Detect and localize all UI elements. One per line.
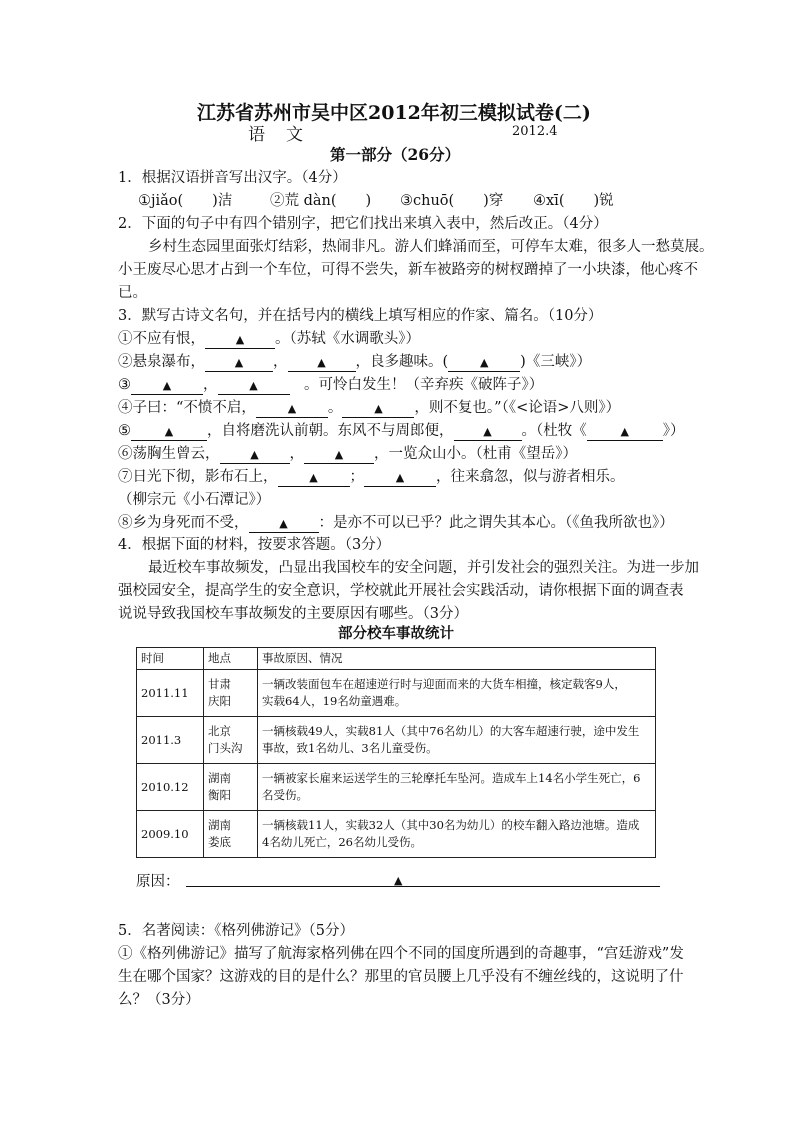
triangle-marker-icon: ▲ [164, 425, 174, 438]
answer-blank[interactable] [454, 424, 522, 441]
q3-text: ，自将磨洗认前朝。东风不与周郎便， [207, 423, 454, 439]
cell-place [204, 717, 258, 764]
q1-item-4: ④xī( )锐 [533, 193, 614, 209]
q3-stem: 3．默写古诗文名句，并在括号内的横线上填写相应的作家、篇名。（10分） [118, 308, 603, 324]
cell-description [258, 717, 656, 764]
column-header-place: 地点 [204, 648, 258, 670]
cell-description [258, 811, 656, 858]
q2-line-1: 乡村生态园里面张灯结彩，热闹非凡。游人们蜂涌而至，可停车太难，很多人一愁莫展。 [148, 239, 714, 255]
q3-text: 。（杜牧《 [521, 423, 587, 439]
q3-text: ； [349, 469, 364, 485]
cell-time: 2010.12 [137, 764, 204, 811]
q5-line-2: 生在哪个国家？这游戏的目的是什么？那里的官员腰上几乎没有不缠丝线的，这说明了什 [118, 969, 684, 985]
triangle-marker-icon: ▲ [395, 471, 405, 484]
q3-text: ⑥荡胸生曾云， [118, 446, 220, 462]
answer-blank[interactable] [256, 401, 328, 418]
q1-item-2: ②荒 dàn( ) [270, 193, 372, 209]
q3-text: ⑧乡为身死而不受， [118, 515, 249, 531]
triangle-marker-icon: ▲ [394, 874, 403, 887]
answer-line[interactable] [186, 886, 660, 887]
q3-text: ， [203, 377, 218, 393]
answer-blank[interactable] [364, 470, 436, 487]
q3-text: ， [289, 446, 304, 462]
answer-blank[interactable] [342, 401, 414, 418]
place-line: 庆阳 [208, 694, 231, 708]
q3-line-1 [118, 329, 420, 349]
triangle-marker-icon: ▲ [334, 448, 344, 461]
part-heading: 第一部分（26分） [330, 145, 461, 164]
triangle-marker-icon: ▲ [250, 448, 259, 461]
answer-blank[interactable] [218, 378, 290, 395]
q3-text: ， [273, 354, 288, 370]
author-blank[interactable] [448, 355, 520, 372]
table-title: 部分校车事故统计 [338, 625, 454, 642]
desc-line: 一辆改装面包车在超速逆行时与迎面而来的大货车相撞，核定载客9人， [262, 677, 626, 691]
q3-text: 。 [327, 400, 343, 416]
answer-blank[interactable] [288, 355, 356, 372]
q3-text: ④子曰：“不愤不启， [118, 400, 256, 416]
q3-line-8 [118, 513, 674, 533]
triangle-marker-icon: ▲ [483, 425, 492, 438]
q3-text: ⑦日光下彻，影布石上， [118, 469, 278, 485]
cell-time: 2011.11 [137, 670, 204, 717]
cell-place [204, 811, 258, 858]
q4-line-3: 说说导致我国校车事故频发的主要原因有哪些。（3分） [118, 606, 468, 622]
table-row [137, 811, 656, 858]
q4-line-2: 强校园安全，提高学生的安全意识，学校就此开展社会实践活动，请你根据下面的调查表 [118, 583, 684, 599]
accident-table [136, 647, 656, 858]
q1-stem: 1．根据汉语拼音写出汉字。（4分） [118, 170, 347, 186]
q3-text: 》） [662, 423, 685, 439]
answer-blank[interactable] [131, 424, 207, 441]
triangle-marker-icon: ▲ [162, 379, 172, 392]
cell-place [204, 764, 258, 811]
desc-line: 实载64人，19名幼童遇难。 [262, 694, 407, 708]
q4-line-1: 最近校车事故频发，凸显出我国校车的安全问题，并引发社会的强烈关注。为进一步加 [148, 560, 699, 576]
q1-item-1: ①jiǎo( )洁 [138, 193, 233, 209]
answer-blank[interactable] [249, 516, 319, 533]
table-row [137, 717, 656, 764]
q2-line-3: 已。 [118, 285, 147, 301]
cell-time: 2011.3 [137, 717, 204, 764]
subject-label: 语 文 [248, 125, 305, 145]
place-line: 湖南 [208, 818, 231, 832]
q3-text: 。可怜白发生！（辛弃疾《破阵子》） [289, 377, 544, 393]
place-line: 娄底 [208, 835, 231, 849]
answer-blank[interactable] [278, 470, 350, 487]
desc-line: 一辆核载49人，实载81人（其中76名幼儿）的大客车超速行驶，途中发生 [262, 724, 640, 738]
q3-line-6 [118, 444, 577, 464]
column-header-time: 时间 [137, 648, 204, 670]
q3-text: ，则不复也。”（《<论语>八则》） [414, 400, 621, 416]
q4-stem: 4．根据下面的材料，按要求答题。（3分） [118, 537, 391, 553]
q2-line-2: 小王废尽心思才占到一个车位，可得不尝失，新车被路旁的树杈蹭掉了一小块漆，他心疼不 [118, 262, 698, 278]
q5-stem: 5．名著阅读：《格列佛游记》（5分） [118, 923, 354, 939]
desc-line: 一辆核载11人，实载32人（其中30名为幼儿）的校车翻入路边池塘。造成 [262, 818, 640, 832]
place-line: 衡阳 [208, 788, 231, 802]
q3-text: ②悬泉瀑布， [118, 354, 205, 370]
q3-text: ，良多趣味。( [355, 354, 449, 370]
q3-line-7-source: （柳宗元《小石潭记》） [118, 492, 271, 508]
title-blank[interactable] [587, 424, 663, 441]
place-line: 湖南 [208, 771, 231, 785]
q3-line-5 [118, 421, 685, 441]
q3-text: 。（苏轼《水调歌头》） [275, 331, 420, 347]
q5-line-3: 么？（3分） [118, 992, 200, 1008]
table-row [137, 764, 656, 811]
desc-line: 名受伤。 [262, 788, 308, 802]
answer-label: 原因： [136, 874, 180, 890]
place-line: 北京 [208, 724, 231, 738]
q1-item-3: ③chuō( )穿 [400, 193, 504, 209]
answer-blank[interactable] [131, 378, 203, 395]
place-line: 门头沟 [208, 741, 243, 755]
q3-line-3 [118, 375, 543, 395]
cell-description [258, 764, 656, 811]
q3-text: ：是亦不可以已乎？此之谓失其本心。（《鱼我所欲也》） [318, 515, 674, 531]
triangle-marker-icon: ▲ [374, 402, 383, 415]
answer-blank[interactable] [205, 332, 275, 349]
cell-place [204, 670, 258, 717]
triangle-marker-icon: ▲ [235, 333, 245, 346]
triangle-marker-icon: ▲ [317, 356, 326, 369]
q3-text: ①不应有恨， [118, 331, 205, 347]
q2-stem: 2．下面的句子中有四个错别字，把它们找出来填入表中，然后改正。（4分） [118, 216, 608, 232]
q3-line-2 [118, 352, 591, 372]
column-header-description: 事故原因、情况 [258, 648, 656, 670]
q3-text: ③ [118, 377, 131, 393]
q3-line-7 [118, 467, 625, 487]
triangle-marker-icon: ▲ [249, 379, 258, 392]
triangle-marker-icon: ▲ [620, 425, 629, 438]
desc-line: 事故，致1名幼儿、3名儿童受伤。 [262, 741, 438, 755]
q3-text: ，往来翕忽，似与游者相乐。 [436, 469, 625, 485]
place-line: 甘肃 [208, 677, 231, 691]
cell-time: 2009.10 [137, 811, 204, 858]
triangle-marker-icon: ▲ [479, 356, 489, 369]
exam-date: 2012.4 [512, 124, 558, 139]
q3-text: )《三峡》） [520, 354, 592, 370]
q5-line-1: ①《格列佛游记》描写了航海家格列佛在四个不同的国度所遇到的奇趣事，“宫廷游戏”发 [118, 946, 684, 962]
q3-line-4 [118, 398, 620, 418]
answer-blank[interactable] [304, 447, 374, 464]
triangle-marker-icon: ▲ [287, 402, 297, 415]
desc-line: 4名幼儿死亡，26名幼儿受伤。 [262, 835, 422, 849]
q3-text: ，一览众山小。（杜甫《望岳》） [374, 446, 577, 462]
q3-text: ⑤ [118, 423, 131, 439]
triangle-marker-icon: ▲ [279, 517, 288, 530]
exam-title: 江苏省苏州市吴中区2012年初三模拟试卷(二) [197, 102, 591, 124]
table-header-row [137, 648, 656, 670]
triangle-marker-icon: ▲ [234, 356, 244, 369]
answer-blank[interactable] [205, 355, 273, 372]
desc-line: 一辆被家长雇来运送学生的三轮摩托车坠河。造成车上14名小学生死亡，6 [262, 771, 641, 785]
table-row [137, 670, 656, 717]
answer-blank[interactable] [220, 447, 290, 464]
triangle-marker-icon: ▲ [309, 471, 318, 484]
cell-description [258, 670, 656, 717]
